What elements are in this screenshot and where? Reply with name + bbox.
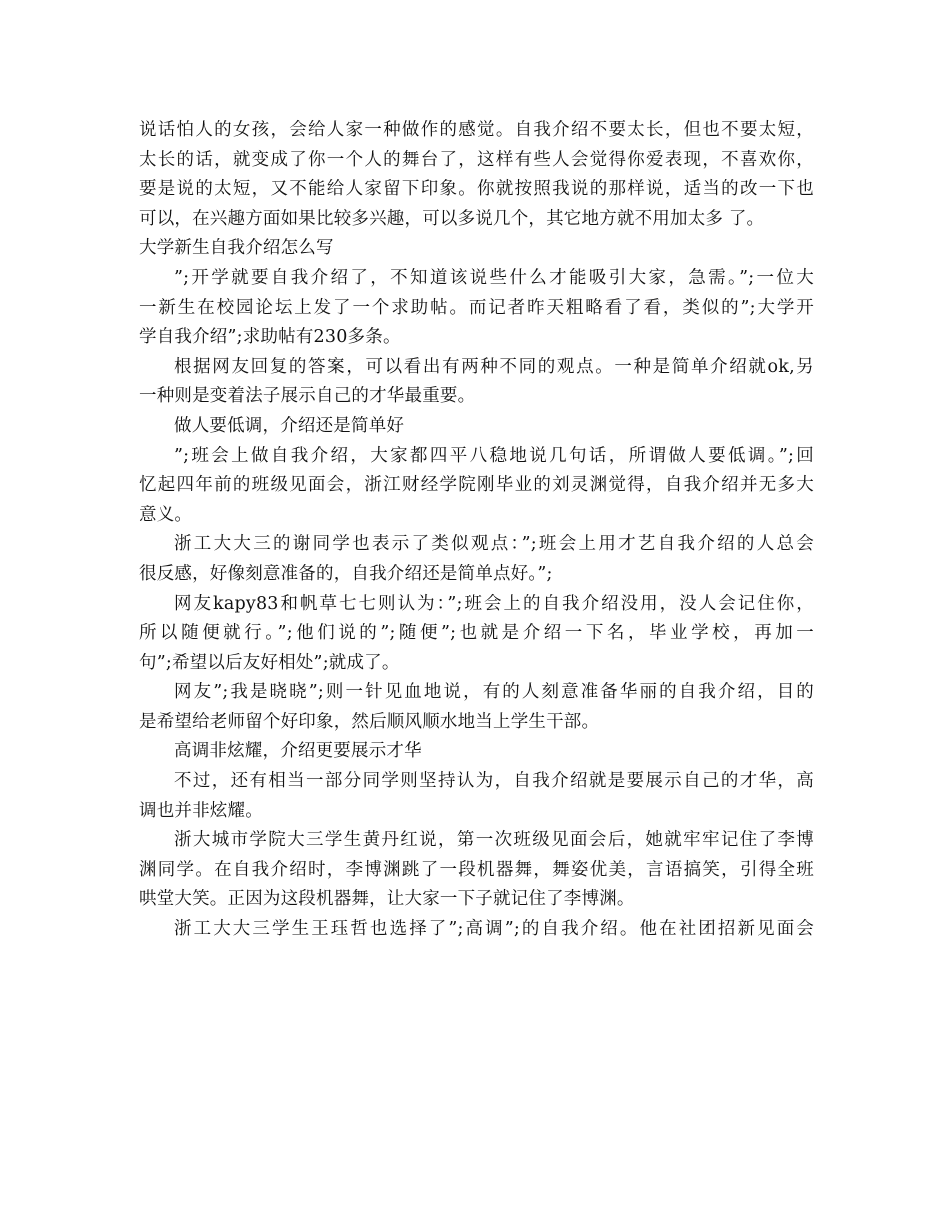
text-line: 做人要低调，介绍还是简单好 xyxy=(174,415,405,436)
text-line: 所以随便就行。”;他们说的”;随便”;也就是介绍一下名，毕业学校，再加一 xyxy=(139,623,814,644)
text-line: 哄堂大笑。正因为这段机器舞，让大家一下子就记住了李博渊。 xyxy=(139,889,635,910)
text-line: 网友”;我是晓晓”;则一针见血地说，有的人刻意准备华丽的自我介绍，目的 xyxy=(174,682,814,703)
text-line: 一新生在校园论坛上发了一个求助帖。而记者昨天粗略看了看，类似的”;大学开 xyxy=(139,297,814,318)
text-line: 句”;希望以后友好相处”;就成了。 xyxy=(139,652,400,673)
text-line: 忆起四年前的班级见面会，浙江财经学院刚毕业的刘灵渊觉得，自我介绍并无多大 xyxy=(139,475,814,496)
text-line: 浙大城市学院大三学生黄丹红说，第一次班级见面会后，她就牢牢记住了李博 xyxy=(174,830,814,851)
text-line: 太长的话，就变成了你一个人的舞台了，这样有些人会觉得你爱表现，不喜欢你， xyxy=(139,149,814,170)
document-body xyxy=(139,116,814,945)
text-line: 网友kapy83和帆草七七则认为：”;班会上的自我介绍没用，没人会记住你， xyxy=(174,593,814,614)
text-line: 渊同学。在自我介绍时，李博渊跳了一段机器舞，舞姿优美，言语搞笑，引得全班 xyxy=(139,859,814,880)
text-line: ”;班会上做自我介绍，大家都四平八稳地说几句话，所谓做人要低调。”;回 xyxy=(174,445,814,466)
text-line: 学自我介绍”;求助帖有230多条。 xyxy=(139,327,401,348)
text-line: 不过，还有相当一部分同学则坚持认为，自我介绍就是要展示自己的才华，高 xyxy=(174,771,814,792)
text-line: 很反感，好像刻意准备的，自我介绍还是简单点好。”; xyxy=(139,563,553,584)
text-line: 根据网友回复的答案，可以看出有两种不同的观点。一种是简单介绍就ok,另 xyxy=(174,356,814,377)
text-line: 调也并非炫耀。 xyxy=(139,800,263,821)
text-line: 高调非炫耀，介绍更要展示才华 xyxy=(174,741,422,762)
text-line: 说话怕人的女孩，会给人家一种做作的感觉。自我介绍不要太长，但也不要太短， xyxy=(139,120,814,140)
text-line: 浙工大大三学生王珏哲也选择了”;高调”;的自我介绍。他在社团招新见面会 xyxy=(174,919,814,940)
text-line: 意义。 xyxy=(139,504,193,525)
text-line: 浙工大大三的谢同学也表示了类似观点：”;班会上用才艺自我介绍的人总会 xyxy=(174,534,814,555)
text-line: ”;开学就要自我介绍了，不知道该说些什么才能吸引大家，急需。”;一位大 xyxy=(174,267,814,288)
text-line: 大学新生自我介绍怎么写 xyxy=(139,238,334,259)
text-line: 可以，在兴趣方面如果比较多兴趣，可以多说几个，其它地方就不用加太多 了。 xyxy=(139,208,765,229)
text-line: 是希望给老师留个好印象，然后顺风顺水地当上学生干部。 xyxy=(139,711,600,732)
text-line: 一种则是变着法子展示自己的才华最重要。 xyxy=(139,386,476,407)
text-line: 要是说的太短，又不能给人家留下印象。你就按照我说的那样说，适当的改一下也 xyxy=(139,179,814,200)
